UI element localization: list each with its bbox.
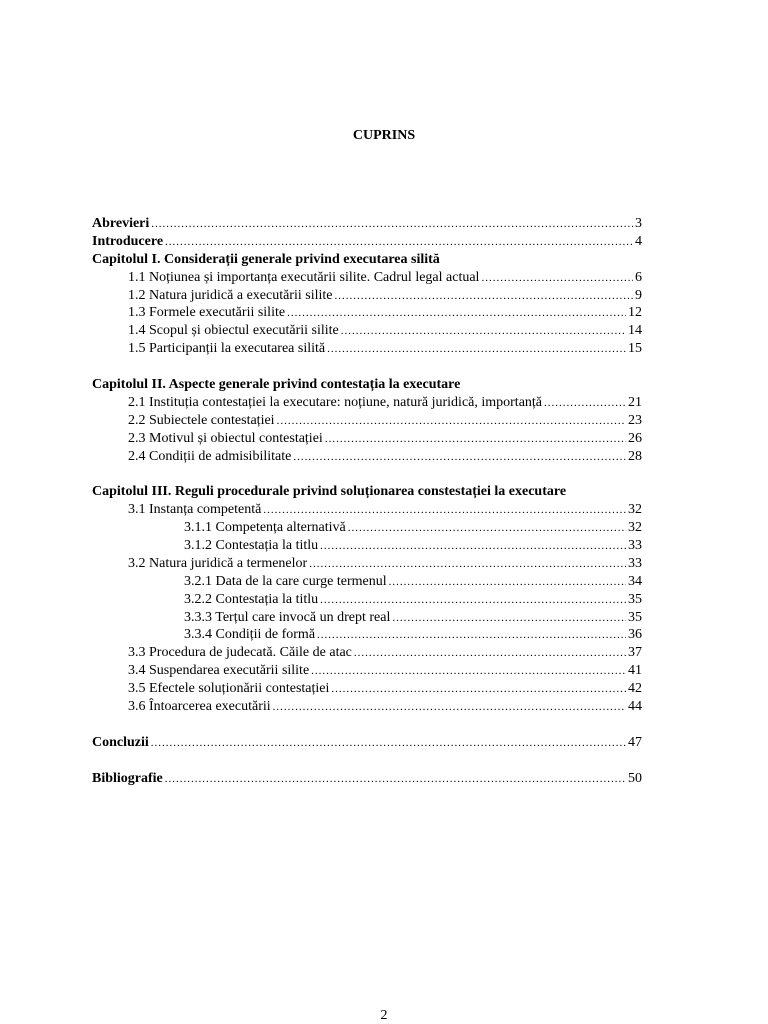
toc-dot-leader: [263, 502, 626, 520]
toc-entry: [92, 770, 642, 788]
toc-entry-page: 44: [628, 699, 642, 715]
toc-dot-leader: [320, 592, 626, 610]
toc-dot-leader: [392, 610, 626, 628]
toc-entry: [92, 680, 642, 698]
toc-entry-label: 2.4 Condiții de admisibilitate: [128, 448, 292, 464]
toc-dot-leader: [481, 270, 633, 288]
toc-entry-label: 3.1 Instanța competentă: [128, 502, 262, 518]
toc-entry: [92, 519, 642, 537]
toc-entry-label: 1.5 Participanții la executarea silită: [128, 341, 326, 357]
toc-entry: [92, 269, 642, 287]
toc-dot-leader: [334, 288, 633, 306]
toc-entry-page: 14: [628, 323, 642, 339]
toc-entry: [92, 698, 642, 716]
toc-entry-label: 1.4 Scopul și obiectul executării silite: [128, 323, 339, 339]
toc-entry-page: 42: [628, 681, 642, 697]
toc-entry: [92, 501, 642, 519]
toc-dot-leader: [293, 449, 626, 467]
toc-entry-page: 23: [628, 412, 642, 428]
toc-dot-leader: [320, 538, 626, 556]
toc-dot-leader: [327, 341, 626, 359]
toc-entry: [92, 376, 642, 394]
toc-entry-label: Concluzii: [92, 734, 149, 750]
toc-entry: [92, 555, 642, 573]
toc-entry-label: 3.3 Procedura de judecată. Căile de atac: [128, 645, 352, 661]
toc-entry-page: 37: [628, 645, 642, 661]
toc-entry-page: 12: [628, 305, 642, 321]
toc-dot-leader: [331, 681, 626, 699]
toc-entry-page: 32: [628, 502, 642, 518]
toc-entry-label: 1.1 Noțiunea și importanța executării silite. Cadrul legal actual: [128, 269, 480, 285]
toc-spacer: [92, 465, 642, 483]
toc-entry-page: 3: [635, 216, 642, 231]
toc-dot-leader: [341, 323, 626, 341]
toc-entry-page: 35: [628, 591, 642, 607]
toc-entry: [92, 644, 642, 662]
toc-entry-label: 3.5 Efectele soluționării contestației: [128, 681, 330, 697]
toc-dot-leader: [165, 234, 633, 252]
toc-entry-page: 28: [628, 448, 642, 464]
toc-entry-page: 4: [635, 233, 642, 249]
toc-entry: [92, 609, 642, 627]
toc-dot-leader: [311, 663, 626, 681]
toc-entry-label: 3.1.1 Competența alternativă: [184, 520, 346, 536]
toc-entry-label: Abrevieri: [92, 216, 150, 231]
toc-entry: [92, 483, 642, 501]
toc-entry: [92, 537, 642, 555]
toc-entry: [92, 304, 642, 322]
toc-dot-leader: [277, 413, 626, 431]
toc-entry-page: 35: [628, 609, 642, 625]
toc-entry-page: 33: [628, 555, 642, 571]
toc-entry-page: 34: [628, 573, 642, 589]
toc-dot-leader: [348, 520, 626, 538]
page-number: 2: [380, 1008, 388, 1023]
toc-dot-leader: [309, 556, 626, 574]
toc-entry-page: 15: [628, 341, 642, 357]
toc-entry: [92, 287, 642, 305]
toc-spacer: [92, 752, 642, 770]
toc-dot-leader: [389, 574, 626, 592]
toc-entry-label: 2.2 Subiectele contestației: [128, 412, 275, 428]
toc-entry: [92, 322, 642, 340]
toc-entry-page: 47: [628, 734, 642, 750]
toc-entry-page: 33: [628, 538, 642, 554]
toc-entry: [92, 626, 642, 644]
toc-entry: [92, 430, 642, 448]
toc-entry: [92, 394, 642, 412]
toc-entry-page: 6: [635, 269, 642, 285]
toc-dot-leader: [151, 216, 633, 234]
toc-entry-label: 3.3.4 Condiții de formă: [184, 627, 316, 643]
page-title: CUPRINS: [352, 128, 416, 143]
toc-entry-page: 21: [628, 394, 642, 410]
toc-entry-label: 3.2 Natura juridică a termenelor: [128, 555, 308, 571]
toc-dot-leader: [287, 305, 626, 323]
toc-entry: [92, 233, 642, 251]
toc-dot-leader: [544, 395, 626, 413]
toc-entry-label: 1.3 Formele executării silite: [128, 305, 286, 321]
toc-entry-label: Bibliografie: [92, 770, 163, 786]
toc-entry: [92, 340, 642, 358]
toc-entry-label: Capitolul I. Considerații generale privind executarea silită: [92, 251, 440, 267]
toc-dot-leader: [273, 699, 626, 717]
toc-spacer: [92, 716, 642, 734]
toc-entry: [92, 251, 642, 269]
toc-entry: [92, 215, 642, 233]
toc-entry-page: 50: [628, 770, 642, 786]
toc-entry-label: 2.3 Motivul și obiectul contestației: [128, 430, 323, 446]
toc-entry-label: 3.3.3 Terțul care invocă un drept real: [184, 609, 391, 625]
toc-dot-leader: [317, 627, 626, 645]
toc-entry: [92, 448, 642, 466]
toc-entry-label: 3.6 Întoarcerea executării: [128, 699, 271, 715]
toc-entry-label: 3.1.2 Contestația la titlu: [184, 538, 319, 554]
toc-entry-label: 3.2.2 Contestația la titlu: [184, 591, 319, 607]
toc-entry-page: 26: [628, 430, 642, 446]
toc-spacer: [92, 358, 642, 376]
toc-entry: [92, 734, 642, 752]
toc-entry-label: Capitolul II. Aspecte generale privind contestația la executare: [92, 377, 461, 393]
toc-dot-leader: [325, 431, 626, 449]
toc-entry: [92, 573, 642, 591]
toc-entry-label: 2.1 Instituția contestației la executare: noțiune, natură juridică, importanță: [128, 394, 543, 410]
toc-entry: [92, 591, 642, 609]
toc-entry-page: 9: [635, 287, 642, 303]
toc-entry-page: 41: [628, 663, 642, 679]
toc-entry-label: Introducere: [92, 233, 164, 249]
toc-entry-page: 36: [628, 627, 642, 643]
toc-entry: [92, 412, 642, 430]
table-of-contents: [92, 215, 642, 788]
toc-dot-leader: [165, 771, 626, 789]
toc-entry-page: 32: [628, 520, 642, 536]
toc-dot-leader: [354, 645, 626, 663]
toc-entry-label: 3.4 Suspendarea executării silite: [128, 663, 310, 679]
toc-entry-label: Capitolul III. Reguli procedurale privind soluționarea constestației la executare: [92, 484, 567, 500]
toc-entry-label: 1.2 Natura juridică a executării silite: [128, 287, 333, 303]
toc-entry-label: 3.2.1 Data de la care curge termenul: [184, 573, 387, 589]
toc-entry: [92, 662, 642, 680]
toc-dot-leader: [151, 735, 626, 753]
